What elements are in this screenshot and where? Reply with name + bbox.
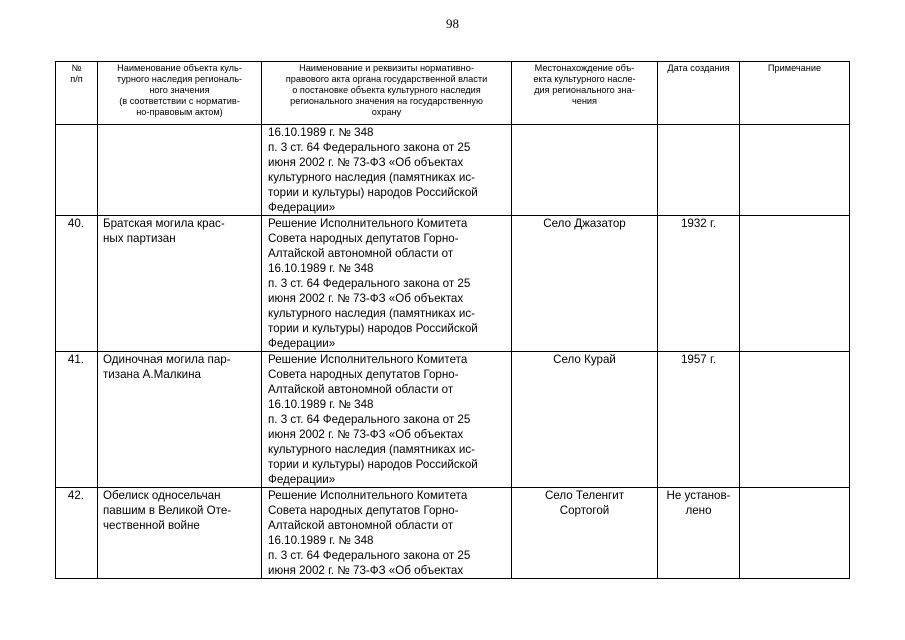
cell-num: 41. — [56, 352, 98, 488]
header-object-name: Наименование объекта куль- турного наследия региональ- ного значения (в соответствии с норматив- но-правовым актом) — [98, 62, 262, 125]
cell-num — [56, 125, 98, 216]
cell-note — [740, 125, 850, 216]
cell-act: Решение Исполнительного Комитета Совета народных депутатов Горно- Алтайской автономной области от 16.10.1989 г. № 348 п. 3 ст. 64 Федерального закона от 25 июня 2002 г. № 73-ФЗ «Об объектах культурного наследия (памятниках ис- тории и культуры) народов Российской Федерации» — [262, 216, 512, 352]
header-note: Примечание — [740, 62, 850, 125]
cell-act: 16.10.1989 г. № 348 п. 3 ст. 64 Федерального закона от 25 июня 2002 г. № 73-ФЗ «Об объектах культурного наследия (памятниках ис- тории и культуры) народов Российской Федерации» — [262, 125, 512, 216]
cell-object-name: Одиночная могила пар- тизана А.Малкина — [98, 352, 262, 488]
page-number: 98 — [446, 16, 459, 31]
header-location: Местонахождение объ- екта культурного насле- дия регионального зна- чения — [512, 62, 658, 125]
heritage-objects-table — [55, 61, 850, 579]
cell-location: Село Теленгит Сортогой — [512, 488, 658, 579]
cell-location: Село Джазатор — [512, 216, 658, 352]
cell-date: 1932 г. — [658, 216, 740, 352]
cell-object-name: Братская могила крас- ных партизан — [98, 216, 262, 352]
table-row — [56, 352, 850, 488]
header-num: № п/п — [56, 62, 98, 125]
cell-location — [512, 125, 658, 216]
cell-object-name: Обелиск односельчан павшим в Великой Оте- чественной войне — [98, 488, 262, 579]
header-date: Дата создания — [658, 62, 740, 125]
table-row — [56, 488, 850, 579]
cell-date: Не установ- лено — [658, 488, 740, 579]
cell-act: Решение Исполнительного Комитета Совета народных депутатов Горно- Алтайской автономной области от 16.10.1989 г. № 348 п. 3 ст. 64 Федерального закона от 25 июня 2002 г. № 73-ФЗ «Об объектах культурного наследия (памятниках ис- тории и культуры) народов Российской Федерации» — [262, 352, 512, 488]
table-header-row — [56, 62, 850, 125]
cell-note — [740, 216, 850, 352]
cell-note — [740, 488, 850, 579]
cell-num: 42. — [56, 488, 98, 579]
cell-date: 1957 г. — [658, 352, 740, 488]
cell-note — [740, 352, 850, 488]
cell-act: Решение Исполнительного Комитета Совета народных депутатов Горно- Алтайской автономной области от 16.10.1989 г. № 348 п. 3 ст. 64 Федерального закона от 25 июня 2002 г. № 73-ФЗ «Об объектах — [262, 488, 512, 579]
table-row-continuation — [56, 125, 850, 216]
table-row — [56, 216, 850, 352]
cell-location: Село Курай — [512, 352, 658, 488]
header-act: Наименование и реквизиты нормативно- правового акта органа государственной власти о постановке объекта культурного наследия регионального значения на государственную охрану — [262, 62, 512, 125]
cell-object-name — [98, 125, 262, 216]
cell-num: 40. — [56, 216, 98, 352]
cell-date — [658, 125, 740, 216]
